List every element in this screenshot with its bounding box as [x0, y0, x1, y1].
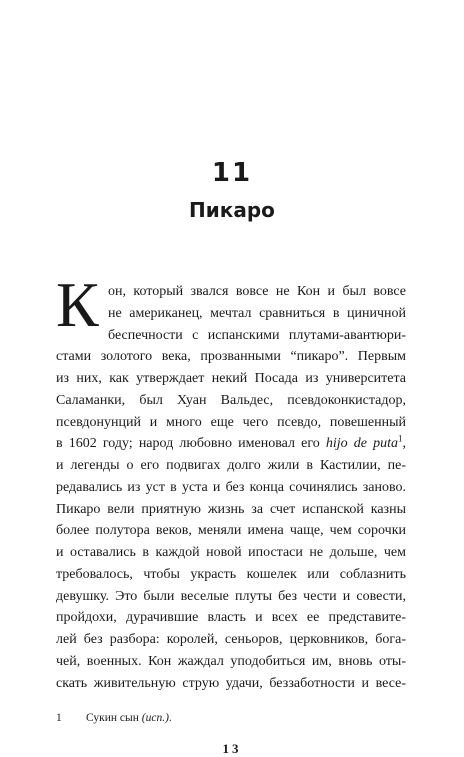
text-line: не американец, мечтал сравниться в циничной [108, 305, 406, 321]
text-line: лей без разбора: королей, сеньоров, церковников, бога- [56, 632, 406, 647]
footnote-text [86, 712, 172, 724]
text-line: Саламанки, был Хуан Вальдес, псевдоконкистадор, [56, 392, 406, 408]
text-line: девушку. Это были веселые плуты без чести и совести, [56, 588, 406, 604]
footnote-number: 1 [56, 712, 62, 724]
text-line: Пикаро вели приятную жизнь за счет испанской казны [56, 501, 406, 517]
italic-phrase: hijo de puta [325, 436, 398, 452]
chapter-title: Пикаро [189, 198, 275, 222]
text-segment: в 1602 году; народ любовно именовал его [56, 436, 326, 452]
text-line: чей, военных. Кон жаждал уподобиться им, вновь оты- [56, 653, 406, 669]
drop-cap: К [56, 269, 99, 340]
text-line: скать живительную струю удачи, беззаботности и весе- [56, 675, 406, 691]
footnote-body: Сукин сын [86, 712, 139, 724]
body-text [56, 269, 406, 694]
text-line-with-footnote [56, 433, 406, 455]
text-line: и оставались в каждой новой ипостаси не дольше, чем [56, 545, 406, 560]
page-number: 13 [222, 741, 242, 756]
footnote-end: . [168, 712, 172, 724]
text-line: он, который звался вовсе не Кон и был вовсе [108, 284, 406, 299]
text-segment: , [402, 436, 406, 452]
text-line: требовалось, чтобы украсть кошелек или соблазнить [56, 566, 406, 582]
text-line: из них, как утверждает некий Посада из университета [56, 371, 406, 386]
text-line: более полутора веков, меняли имена чаще, чем сорочки [56, 523, 406, 539]
footnote-marker: 1 [397, 433, 403, 444]
text-line: беспечности с испанскими плутами-авантюри- [108, 327, 406, 343]
chapter-number: 11 [211, 158, 253, 188]
text-line: редавались из уст в уста и без конца сочинялись заново. [56, 479, 406, 495]
text-line: псевдонунций и много еще чего псевдо, повешенный [56, 414, 406, 430]
text-line: и легенды о его подвигах долго жили в Кастилии, пе- [56, 458, 406, 473]
text-line: пройдохи, дурачившие власть и всех ее представите- [56, 610, 406, 626]
text-line: стами золотого века, прозванными “пикаро”. Первым [56, 349, 406, 365]
footnote-lang: (исп.) [141, 712, 169, 724]
